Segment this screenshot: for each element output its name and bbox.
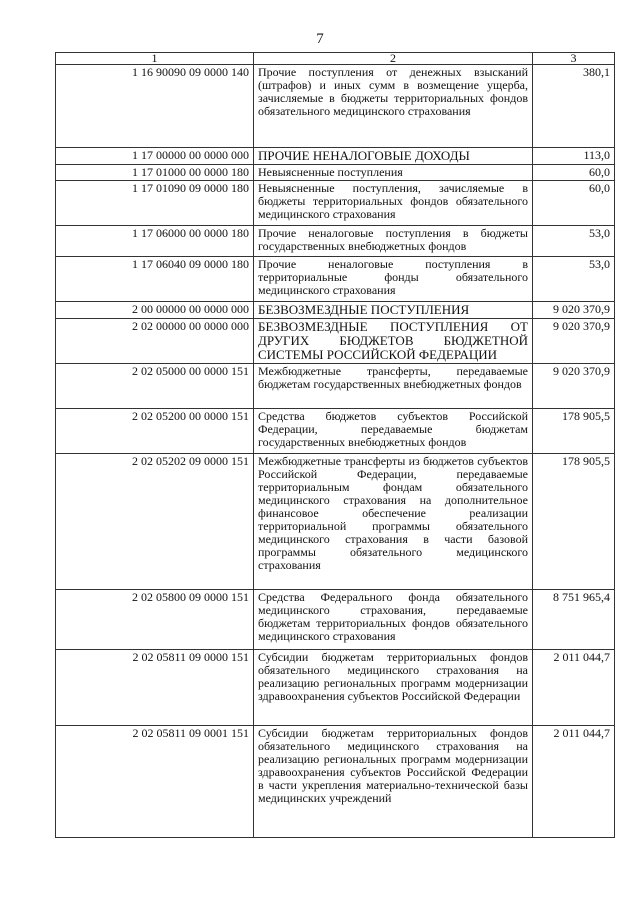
table-row: [56, 454, 615, 590]
amount-value: 53,0: [533, 257, 615, 302]
revenue-name: Прочие неналоговые поступления в территориальные фонды обязательного медицинского страхования: [254, 257, 533, 302]
revenue-name: Субсидии бюджетам территориальных фондов обязательного медицинского страхования на реализацию региональных программ модернизации здравоохранения субъектов Российской Федерации в части укрепления материально-технической базы медицинских учреждений: [254, 726, 533, 838]
revenue-name: Средства бюджетов субъектов Российской Федерации, передаваемые бюджетам государственных внебюджетных фондов: [254, 409, 533, 454]
amount-value: 9 020 370,9: [533, 302, 615, 319]
table-row: [56, 590, 615, 650]
budget-classification-code: 1 17 01000 00 0000 180: [56, 165, 254, 181]
amount-value: 178 905,5: [533, 409, 615, 454]
budget-classification-code: 2 02 05000 00 0000 151: [56, 364, 254, 409]
amount-value: 9 020 370,9: [533, 319, 615, 364]
budget-classification-code: 2 02 05202 09 0000 151: [56, 454, 254, 590]
amount-value: 9 020 370,9: [533, 364, 615, 409]
amount-value: 2 011 044,7: [533, 726, 615, 838]
table-row: [56, 650, 615, 726]
budget-classification-code: 2 02 05200 00 0000 151: [56, 409, 254, 454]
budget-classification-code: 2 02 05811 09 0001 151: [56, 726, 254, 838]
revenue-name: Прочие поступления от денежных взысканий (штрафов) и иных сумм в возмещение ущерба, зачисляемые в бюджеты территориальных фондов обязательного медицинского страхования: [254, 65, 533, 148]
table-row: [56, 181, 615, 226]
table-row: [56, 409, 615, 454]
revenue-name: Прочие неналоговые поступления в бюджеты государственных внебюджетных фондов: [254, 226, 533, 257]
budget-classification-code: 2 02 05811 09 0000 151: [56, 650, 254, 726]
table-row: [56, 726, 615, 838]
amount-value: 60,0: [533, 181, 615, 226]
table-row: [56, 319, 615, 364]
amount-value: 2 011 044,7: [533, 650, 615, 726]
budget-classification-code: 2 02 00000 00 0000 000: [56, 319, 254, 364]
table-header-row: [56, 53, 615, 65]
revenue-name: Межбюджетные трансферты, передаваемые бюджетам государственных внебюджетных фондов: [254, 364, 533, 409]
revenue-name: Невыясненные поступления: [254, 165, 533, 181]
amount-value: 60,0: [533, 165, 615, 181]
budget-revenue-table: [55, 52, 615, 838]
revenue-name: Межбюджетные трансферты из бюджетов субъектов Российской Федерации, передаваемые территориальным фондам обязательного медицинского страхования на дополнительное финансовое обеспечение реализации территориальной программы обязательного медицинского страхования в части базовой программы обязательного медицинского страхования: [254, 454, 533, 590]
revenue-name: Невыясненные поступления, зачисляемые в бюджеты территориальных фондов обязательного медицинского страхования: [254, 181, 533, 226]
amount-value: 380,1: [533, 65, 615, 148]
table-row: [56, 65, 615, 148]
table-row: [56, 226, 615, 257]
budget-classification-code: 2 02 05800 09 0000 151: [56, 590, 254, 650]
revenue-name: БЕЗВОЗМЕЗДНЫЕ ПОСТУПЛЕНИЯ ОТ ДРУГИХ БЮДЖЕТОВ БЮДЖЕТНОЙ СИСТЕМЫ РОССИЙСКОЙ ФЕДЕРАЦИИ: [254, 319, 533, 364]
budget-classification-code: 1 17 01090 09 0000 180: [56, 181, 254, 226]
revenue-name: БЕЗВОЗМЕЗДНЫЕ ПОСТУПЛЕНИЯ: [254, 302, 533, 319]
table-row: [56, 165, 615, 181]
column-header-1: 1: [56, 53, 254, 65]
column-header-2: 2: [254, 53, 533, 65]
budget-classification-code: 1 16 90090 09 0000 140: [56, 65, 254, 148]
column-header-3: 3: [533, 53, 615, 65]
budget-classification-code: 1 17 00000 00 0000 000: [56, 148, 254, 165]
amount-value: 53,0: [533, 226, 615, 257]
page-number: 7: [316, 31, 324, 47]
revenue-name: Субсидии бюджетам территориальных фондов обязательного медицинского страхования на реализацию региональных программ модернизации здравоохранения субъектов Российской Федерации: [254, 650, 533, 726]
revenue-name: Средства Федерального фонда обязательного медицинского страхования, передаваемые бюджетам территориальных фондов обязательного медицинского страхования: [254, 590, 533, 650]
budget-classification-code: 1 17 06000 00 0000 180: [56, 226, 254, 257]
amount-value: 113,0: [533, 148, 615, 165]
table-row: [56, 364, 615, 409]
amount-value: 178 905,5: [533, 454, 615, 590]
table-row: [56, 302, 615, 319]
budget-classification-code: 2 00 00000 00 0000 000: [56, 302, 254, 319]
budget-classification-code: 1 17 06040 09 0000 180: [56, 257, 254, 302]
table-row: [56, 257, 615, 302]
revenue-name: ПРОЧИЕ НЕНАЛОГОВЫЕ ДОХОДЫ: [254, 148, 533, 165]
amount-value: 8 751 965,4: [533, 590, 615, 650]
table-row: [56, 148, 615, 165]
